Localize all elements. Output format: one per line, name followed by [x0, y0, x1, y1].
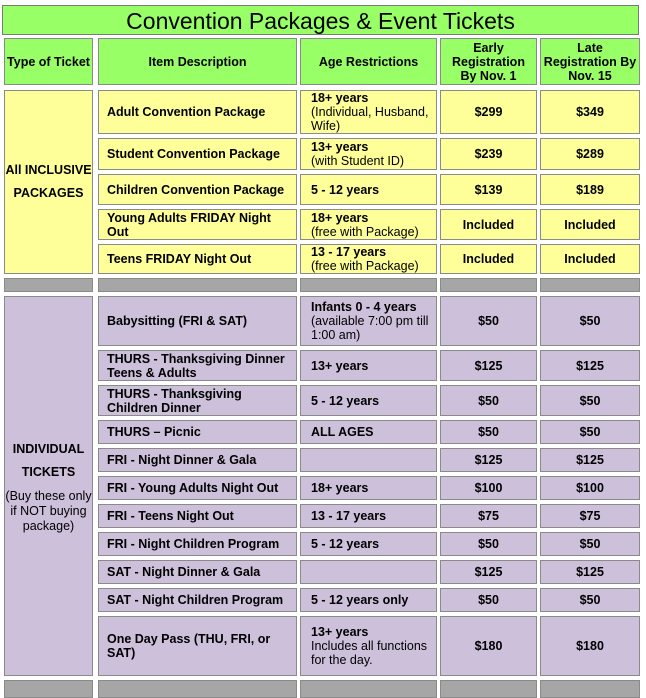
late-price: [540, 174, 640, 205]
separator-cell: [98, 278, 297, 292]
age-restriction: [300, 532, 437, 556]
late-price-text: $100: [576, 481, 604, 495]
individual-group-label: INDIVIDUAL TICKETS: [12, 442, 85, 479]
age-text: 13+ years: [311, 358, 369, 373]
item-description-text: One Day Pass (THU, FRI, or SAT): [107, 632, 271, 660]
late-price: [540, 532, 640, 556]
late-price-text: $125: [576, 453, 604, 467]
item-description: [98, 385, 297, 416]
age-note: (Individual, Husband, Wife): [311, 105, 429, 133]
header-age: [300, 38, 437, 85]
late-price-text: Included: [564, 252, 616, 266]
early-price: [440, 296, 537, 346]
early-price-text: $75: [478, 509, 499, 523]
header-type-label: Type of Ticket: [7, 54, 90, 69]
header-early-label: Early Registration By Nov. 1: [452, 40, 525, 83]
item-description: [98, 588, 297, 612]
early-price-text: $125: [474, 453, 503, 467]
age-text: 13 - 17 years: [311, 509, 387, 523]
age-text: 18+ years: [311, 481, 369, 495]
late-price-text: $50: [579, 425, 601, 439]
item-description: [98, 532, 297, 556]
late-price: [540, 138, 640, 170]
early-price: [440, 616, 537, 676]
item-description: [98, 209, 297, 240]
late-price-text: $50: [579, 537, 601, 551]
age-restriction: [300, 616, 437, 676]
early-price-text: $125: [474, 358, 503, 373]
age-restriction: [300, 174, 437, 205]
page-title: Convention Packages & Event Tickets: [2, 5, 639, 35]
item-description: [98, 138, 297, 170]
age-text: 13+ years: [311, 625, 369, 639]
separator-cell: [440, 278, 537, 292]
header-description-label: Item Description: [148, 54, 247, 69]
late-price-text: $289: [576, 147, 604, 161]
item-description: [98, 296, 297, 346]
age-restriction: [300, 588, 437, 612]
age-text: 13 - 17 years: [311, 245, 387, 259]
late-price: [540, 616, 640, 676]
late-price-text: $75: [579, 509, 601, 523]
item-description-text: Children Convention Package: [107, 182, 285, 197]
late-price: [540, 244, 640, 274]
age-restriction: [300, 504, 437, 528]
late-price: [540, 296, 640, 346]
late-price: [540, 385, 640, 416]
packages-group: [4, 90, 93, 274]
item-description-text: Teens FRIDAY Night Out: [107, 252, 252, 266]
age-restriction: [300, 296, 437, 346]
age-text: 5 - 12 years: [311, 182, 380, 197]
item-description-text: FRI - Night Dinner & Gala: [107, 453, 257, 467]
separator-cell: [98, 680, 297, 698]
late-price: [540, 350, 640, 381]
item-description-text: Young Adults FRIDAY Night Out: [107, 210, 271, 239]
item-description: [98, 420, 297, 444]
item-description-text: FRI - Teens Night Out: [107, 509, 234, 523]
age-note: (with Student ID): [311, 154, 405, 168]
early-price-text: $125: [474, 565, 503, 579]
age-restriction: [300, 385, 437, 416]
item-description: [98, 560, 297, 584]
early-price: [440, 138, 537, 170]
late-price: [540, 504, 640, 528]
early-price-text: $50: [478, 425, 499, 439]
header-age-label: Age Restrictions: [318, 54, 419, 69]
age-text: 5 - 12 years only: [311, 593, 409, 607]
age-note: Includes all functions for the day.: [311, 639, 428, 667]
late-price-text: $50: [579, 593, 601, 607]
early-price-text: $299: [474, 105, 503, 119]
late-price: [540, 476, 640, 500]
early-price-text: $180: [474, 639, 503, 653]
early-price: [440, 504, 537, 528]
age-restriction: [300, 420, 437, 444]
item-description-text: THURS - Thanksgiving Dinner Teens & Adults: [107, 351, 285, 380]
early-price: [440, 532, 537, 556]
age-restriction: [300, 448, 437, 472]
late-price-text: $50: [579, 393, 601, 408]
late-price-text: $125: [576, 565, 604, 579]
age-restriction: [300, 476, 437, 500]
early-price: [440, 90, 537, 134]
early-price-text: $50: [478, 314, 499, 328]
age-text: 13+ years: [311, 140, 369, 154]
item-description: [98, 448, 297, 472]
early-price-text: $100: [474, 481, 503, 495]
early-price: [440, 350, 537, 381]
separator-cell: [300, 680, 437, 698]
individual-group: [4, 296, 93, 676]
age-text: 5 - 12 years: [311, 537, 380, 551]
separator-cell: [540, 278, 640, 292]
age-note: (free with Package): [311, 224, 419, 239]
header-early: [440, 38, 537, 85]
item-description-text: FRI - Night Children Program: [107, 537, 280, 551]
early-price-text: $139: [474, 182, 503, 197]
item-description-text: SAT - Night Dinner & Gala: [107, 565, 261, 579]
separator-cell: [300, 278, 437, 292]
age-note: (free with Package): [311, 259, 419, 273]
header-late: [540, 38, 640, 85]
item-description-text: Babysitting (FRI & SAT): [107, 314, 248, 328]
early-price: [440, 420, 537, 444]
separator-cell: [4, 278, 93, 292]
age-text: 18+ years: [311, 91, 369, 105]
item-description-text: SAT - Night Children Program: [107, 593, 284, 607]
packages-group-label: All INCLUSIVE PACKAGES: [5, 163, 92, 200]
early-price-text: $50: [478, 593, 499, 607]
early-price-text: Included: [462, 252, 515, 266]
late-price: [540, 420, 640, 444]
age-restriction: [300, 560, 437, 584]
late-price-text: $189: [576, 182, 604, 197]
early-price: [440, 560, 537, 584]
item-description-text: FRI - Young Adults Night Out: [107, 481, 279, 495]
separator-cell: [4, 680, 93, 698]
header-late-label: Late Registration By Nov. 15: [543, 40, 637, 83]
item-description: [98, 174, 297, 205]
early-price-text: $239: [474, 147, 503, 161]
early-price: [440, 385, 537, 416]
early-price: [440, 244, 537, 274]
early-price-text: $50: [478, 393, 499, 408]
age-text: Infants 0 - 4 years: [311, 300, 417, 314]
item-description-text: Student Convention Package: [107, 147, 280, 161]
early-price: [440, 476, 537, 500]
age-restriction: [300, 244, 437, 274]
early-price: [440, 209, 537, 240]
item-description: [98, 90, 297, 134]
item-description: [98, 476, 297, 500]
late-price: [540, 90, 640, 134]
header-type: [4, 38, 93, 85]
item-description-text: Adult Convention Package: [107, 105, 266, 119]
age-restriction: [300, 209, 437, 240]
item-description: [98, 244, 297, 274]
age-note: (available 7:00 pm till 1:00 am): [311, 314, 429, 342]
item-description: [98, 504, 297, 528]
late-price: [540, 588, 640, 612]
early-price: [440, 588, 537, 612]
late-price: [540, 209, 640, 240]
age-restriction: [300, 90, 437, 134]
item-description-text: THURS - Thanksgiving Children Dinner: [107, 386, 242, 415]
header-description: [98, 38, 297, 85]
individual-group-note: (Buy these only if NOT buying package): [5, 489, 92, 533]
early-price: [440, 174, 537, 205]
item-description: [98, 616, 297, 676]
item-description-text: THURS – Picnic: [107, 425, 201, 439]
early-price: [440, 448, 537, 472]
late-price-text: Included: [564, 217, 616, 232]
age-restriction: [300, 350, 437, 381]
late-price: [540, 448, 640, 472]
late-price-text: $180: [576, 639, 604, 653]
age-text: ALL AGES: [311, 425, 374, 439]
late-price-text: $125: [576, 358, 604, 373]
late-price-text: $349: [576, 105, 604, 119]
early-price-text: Included: [462, 217, 515, 232]
separator-cell: [440, 680, 537, 698]
early-price-text: $50: [478, 537, 499, 551]
age-restriction: [300, 138, 437, 170]
separator-cell: [540, 680, 640, 698]
age-text: 5 - 12 years: [311, 393, 380, 408]
late-price: [540, 560, 640, 584]
item-description: [98, 350, 297, 381]
age-text: 18+ years: [311, 210, 369, 225]
late-price-text: $50: [579, 314, 601, 328]
